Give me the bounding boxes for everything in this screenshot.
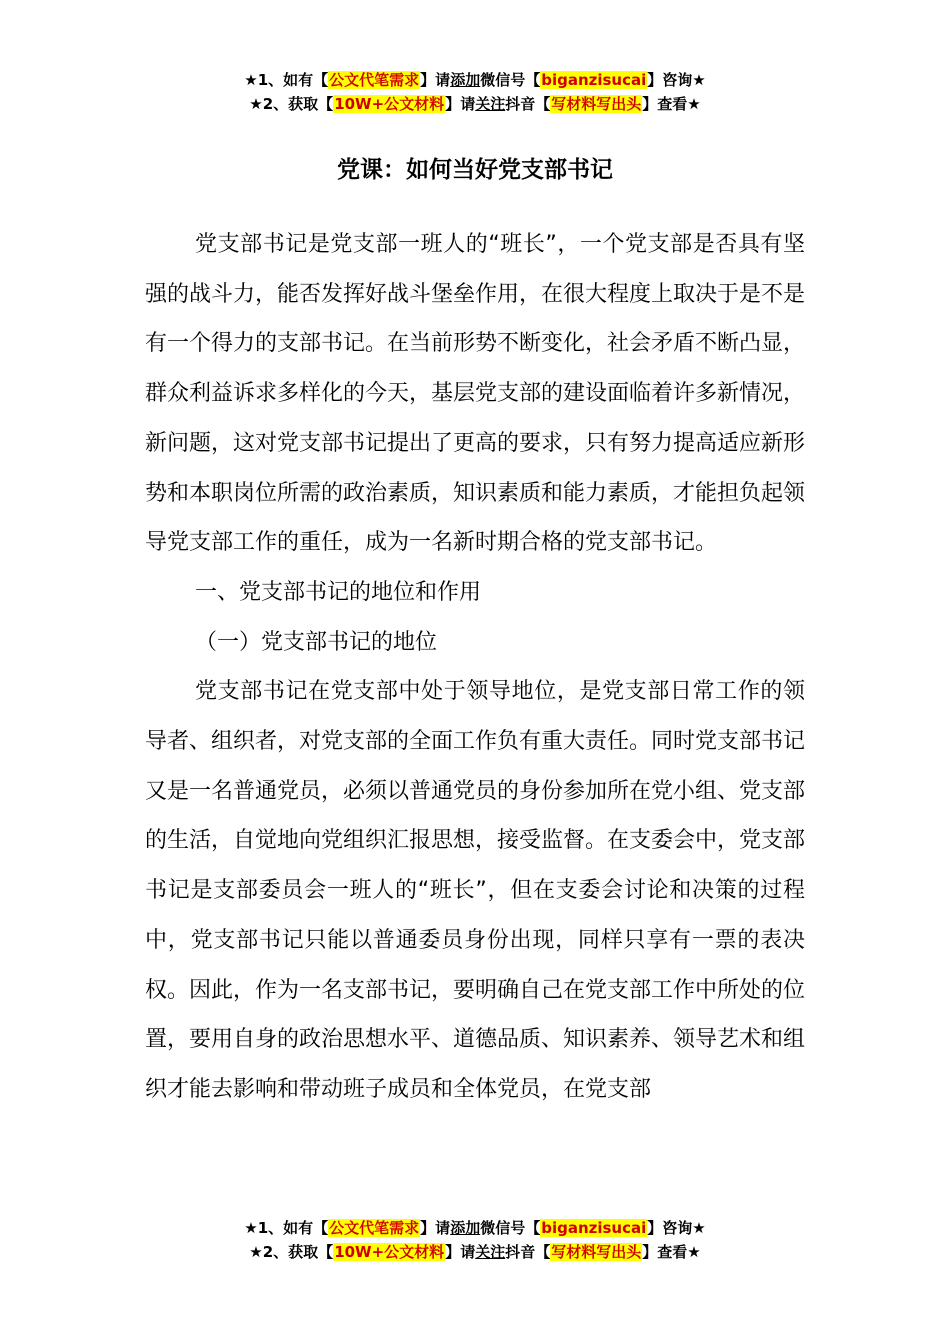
promo-text: 】请: [445, 95, 476, 113]
promo-highlight: 10W+公文材料: [334, 95, 445, 113]
promo-underlined-text: 添加: [450, 1219, 481, 1237]
promo-highlight: 公文代笔需求: [329, 1219, 420, 1237]
promo-text: 抖音【: [505, 95, 551, 113]
promo-text: 微信号【: [480, 1219, 541, 1237]
promo-banner-bottom: [0, 1216, 950, 1264]
promo-line-1: [0, 68, 950, 92]
wechat-id-highlight: biganzisucai: [541, 1219, 647, 1237]
promo-text: 】咨询★: [647, 1219, 706, 1237]
promo-text: 】查看★: [642, 95, 701, 113]
promo-text: ★2、获取【: [249, 95, 334, 113]
promo-text: ★2、获取【: [249, 1243, 334, 1261]
promo-line-2: [0, 92, 950, 116]
document-title: 党课：如何当好党支部书记: [337, 157, 613, 183]
promo-underlined-text: 关注: [475, 1243, 506, 1261]
promo-text: ★1、如有【: [244, 71, 329, 89]
subsection-heading: （一）党支部书记的地位: [195, 629, 438, 655]
promo-highlight: 10W+公文材料: [334, 1243, 445, 1261]
promo-text: 】咨询★: [647, 71, 706, 89]
promo-underlined-text: 添加: [450, 71, 481, 89]
promo-text: 】请: [445, 1243, 476, 1261]
section-heading: 一、党支部书记的地位和作用: [195, 579, 482, 605]
promo-text: 微信号【: [480, 71, 541, 89]
body-paragraph: 党支部书记在党支部中处于领导地位，是党支部日常工作的领导者、组织者，对党支部的全面工作负有重大责任。同时党支部书记又是一名普通党员，必须以普通党员的身份参加所在党小组、党支部的生活，自觉地向党组织汇报思想，接受监督。在支委会中，党支部书记是支部委员会一班人的“班长”，但在支委会讨论和决策的过程中，党支部书记只能以普通委员身份出现，同样只享有一票的表决权。因此，作为一名支部书记，要明确自己在党支部工作中所处的位置，要用自身的政治思想水平、道德品质、知识素养、领导艺术和组织才能去影响和带动班子成员和全体党员，在党支部: [145, 679, 806, 1102]
intro-paragraph: 党支部书记是党支部一班人的“班长”，一个党支部是否具有坚强的战斗力，能否发挥好战斗堡垒作用，在很大程度上取决于是不是有一个得力的支部书记。在当前形势不断变化，社会矛盾不断凸显，群众利益诉求多样化的今天，基层党支部的建设面临着许多新情况，新问题，这对党支部书记提出了更高的要求，只有努力提高适应新形势和本职岗位所需的政治素质，知识素质和能力素质，才能担负起领导党支部工作的重任，成为一名新时期合格的党支部书记。: [145, 232, 806, 556]
promo-text: 】查看★: [642, 1243, 701, 1261]
douyin-account-highlight: 写材料写出头: [551, 95, 642, 113]
promo-text: ★1、如有【: [244, 1219, 329, 1237]
promo-text: 抖音【: [505, 1243, 551, 1261]
promo-text: 】请: [420, 1219, 451, 1237]
douyin-account-highlight: 写材料写出头: [551, 1243, 642, 1261]
document-body: [145, 220, 805, 1115]
promo-line-1: [0, 1216, 950, 1240]
wechat-id-highlight: biganzisucai: [541, 71, 647, 89]
promo-text: 】请: [420, 71, 451, 89]
promo-banner-top: [0, 68, 950, 116]
promo-underlined-text: 关注: [475, 95, 506, 113]
promo-line-2: [0, 1240, 950, 1264]
promo-highlight: 公文代笔需求: [329, 71, 420, 89]
